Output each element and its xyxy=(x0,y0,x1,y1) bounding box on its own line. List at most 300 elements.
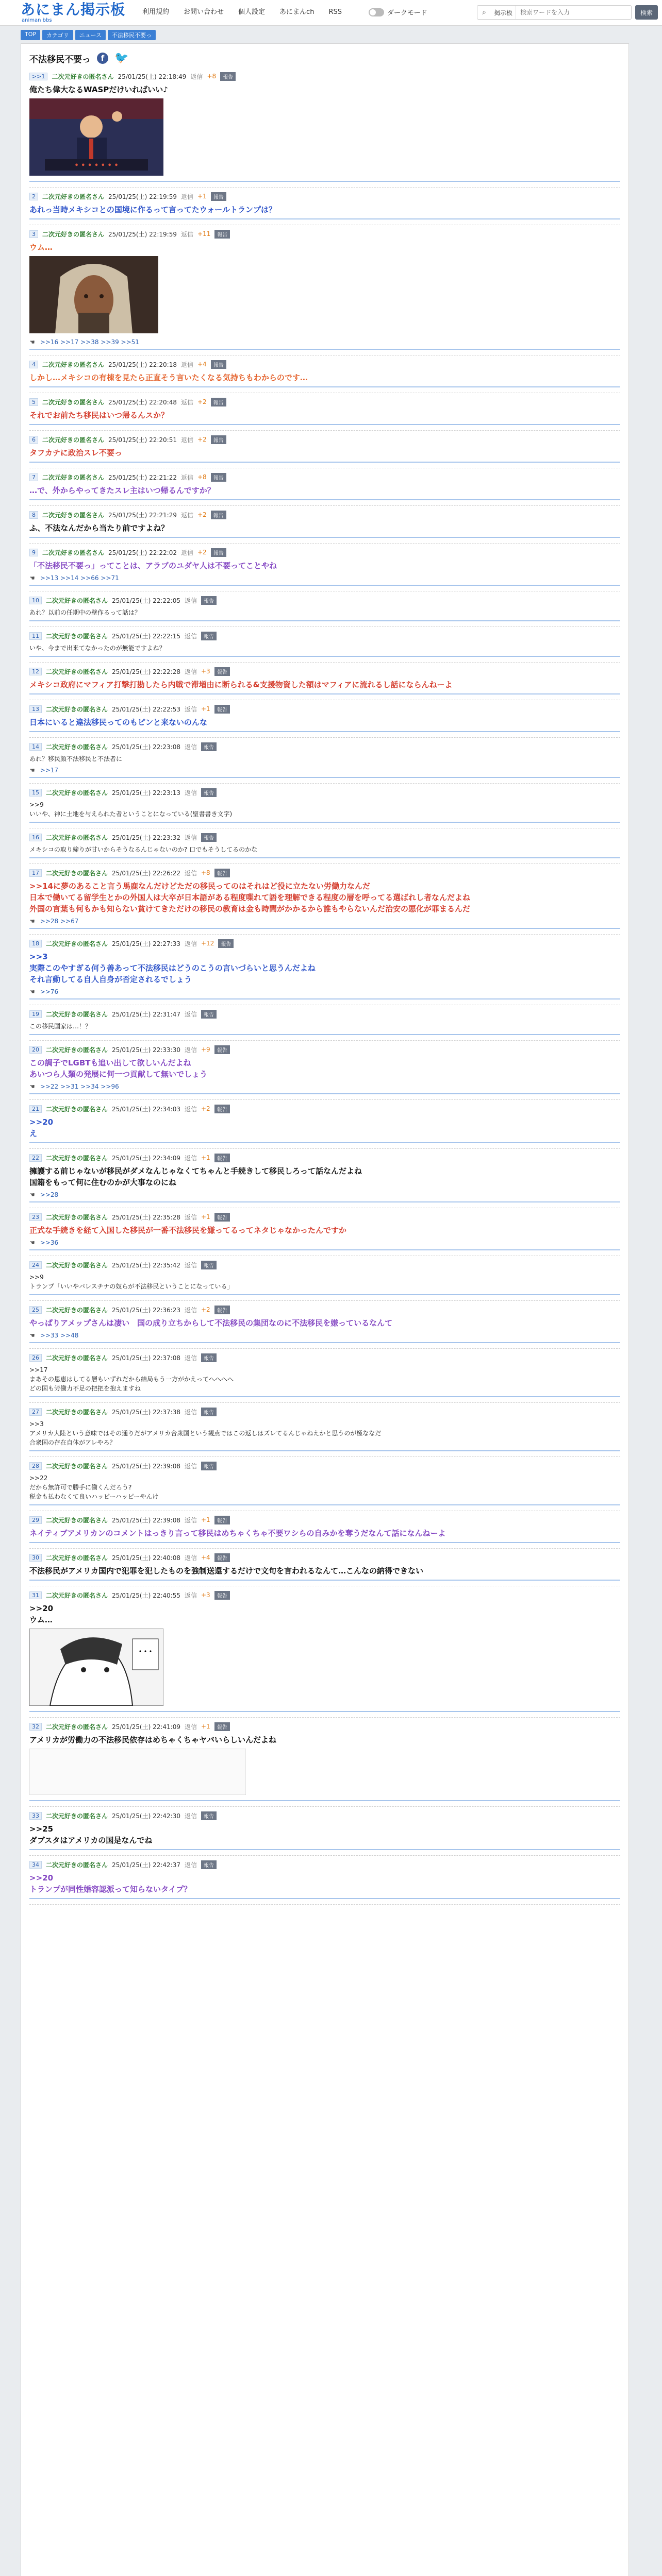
post-body: メキシコの取り締りが甘いからそうなるんじゃないのか? 口でもそうしてるのかな xyxy=(29,846,258,853)
post xyxy=(29,1041,620,1100)
post-divider xyxy=(29,499,620,500)
twitter-icon[interactable]: 🐦 xyxy=(114,52,129,64)
report-button[interactable]: 報告 xyxy=(201,742,217,751)
search-scope-select[interactable]: 掲示板 xyxy=(491,6,516,19)
anchor-links xyxy=(29,1332,620,1339)
post xyxy=(29,1349,620,1403)
post-body: 俺たち偉大なるWASPだけいればいい♪ xyxy=(29,85,168,94)
report-button[interactable]: 報告 xyxy=(201,632,217,640)
post-divider xyxy=(29,1580,620,1581)
post-divider xyxy=(29,1396,620,1397)
post-number[interactable]: >>1 xyxy=(29,73,47,80)
report-button[interactable]: 報告 xyxy=(201,1408,217,1416)
report-button[interactable]: 報告 xyxy=(201,1261,217,1269)
post-list xyxy=(29,67,620,1905)
poster-name: 二次元好きの匿名さん xyxy=(46,1010,108,1018)
post-divider xyxy=(29,1294,620,1295)
post-meta xyxy=(29,631,620,640)
post-number[interactable]: 18 xyxy=(29,940,42,947)
report-button[interactable]: 報告 xyxy=(214,1722,230,1731)
like-count[interactable]: +1 xyxy=(201,1154,210,1161)
post-meta xyxy=(29,1260,620,1269)
post-body: あれ？以前の任期中の壁作るって話は？ xyxy=(29,609,141,616)
anchor-list[interactable]: >>28 xyxy=(40,1191,59,1198)
post-meta xyxy=(29,1353,620,1362)
post-date: 25/01/25(土) 22:26:22 xyxy=(112,869,180,877)
like-count[interactable]: +2 xyxy=(201,1105,210,1112)
poster-name: 二次元好きの匿名さん xyxy=(42,473,105,481)
anchor-list[interactable]: >>36 xyxy=(40,1239,59,1246)
post-date: 25/01/25(土) 22:34:03 xyxy=(112,1105,180,1113)
anchor-list[interactable]: >>28 >>67 xyxy=(40,918,79,925)
report-button[interactable]: 報告 xyxy=(201,1462,217,1470)
post-meta xyxy=(29,868,620,877)
post-divider xyxy=(29,585,620,586)
post-meta xyxy=(29,192,620,201)
post-number[interactable]: 34 xyxy=(29,1861,42,1869)
reply-link[interactable]: 返信 xyxy=(184,668,197,675)
post xyxy=(29,1856,620,1905)
poster-name: 二次元好きの匿名さん xyxy=(46,1554,108,1562)
reply-link[interactable]: 返信 xyxy=(184,1516,197,1524)
post-date: 25/01/25(土) 22:34:09 xyxy=(112,1154,180,1162)
post-divider xyxy=(29,424,620,425)
post xyxy=(29,1208,620,1256)
post-image[interactable] xyxy=(29,1629,620,1708)
post-date: 25/01/25(土) 22:22:15 xyxy=(112,632,180,640)
post-number[interactable]: 29 xyxy=(29,1516,42,1524)
post-divider xyxy=(29,620,620,621)
post-body: しかし…メキシコの有棟を見たら正直そう言いたくなる気持ちもわからのです… xyxy=(29,373,308,382)
reply-link[interactable]: 返信 xyxy=(184,1213,197,1221)
poster-name: 二次元好きの匿名さん xyxy=(46,632,108,640)
post-date: 25/01/25(土) 22:37:08 xyxy=(112,1354,180,1362)
reply-link[interactable]: 返信 xyxy=(184,1046,197,1054)
report-button[interactable]: 報告 xyxy=(214,705,230,714)
anchor-list[interactable]: >>76 xyxy=(40,988,59,995)
reply-link[interactable]: 返信 xyxy=(180,511,193,519)
post-divider xyxy=(29,1542,620,1543)
post xyxy=(29,1718,620,1807)
breadcrumb-category[interactable]: カテゴリ xyxy=(42,30,73,40)
like-count[interactable]: +3 xyxy=(201,1591,210,1599)
post-number[interactable]: 5 xyxy=(29,398,38,406)
like-count[interactable]: +2 xyxy=(197,436,207,443)
post-meta xyxy=(29,788,620,797)
post-number[interactable]: 19 xyxy=(29,1010,42,1018)
poster-name: 二次元好きの匿名さん xyxy=(46,1154,108,1162)
post-body: 擁護する前じゃないが移民がダメなんじゃなくてちゃんと手続きして移民しろって話なんだよね 国籍をもって何に住むのかが大事なのにね xyxy=(29,1166,362,1187)
post-divider xyxy=(29,1249,620,1250)
post-body: >>14に夢のあること言う馬鹿なんだけどただの移民ってのはそれはど役に立たない労働力なんだ 日本で働いてる留学生とかの外国人は大卒が日本語がある程度喋れて語を理解できる程度の層を呼ってる選ばれし者なんだよね 外国の言葉も何もかも知らない貧けてきただけの移民の教育は金も時間がかかるから誰もやらないんだ治安の悪化が罪まるんだ xyxy=(29,882,471,913)
poster-name: 二次元好きの匿名さん xyxy=(46,940,108,947)
post-number[interactable]: 22 xyxy=(29,1154,42,1162)
post-divider xyxy=(29,998,620,999)
post-divider xyxy=(29,928,620,929)
post-number[interactable]: 21 xyxy=(29,1105,42,1113)
post-date: 25/01/25(土) 22:21:22 xyxy=(108,473,177,481)
like-count[interactable]: +1 xyxy=(201,705,210,713)
reply-link[interactable]: 返信 xyxy=(184,1306,197,1314)
post-divider xyxy=(29,693,620,694)
post-number[interactable]: 12 xyxy=(29,668,42,675)
search-input[interactable] xyxy=(516,9,631,16)
breadcrumb-news[interactable]: ニュース xyxy=(75,30,106,40)
post-meta xyxy=(29,435,620,444)
post-meta xyxy=(29,1590,620,1600)
report-button[interactable]: 報告 xyxy=(201,788,217,797)
reply-link[interactable]: 返信 xyxy=(184,869,197,877)
post-body: この調子でLGBTも追い出して欲しいんだよね あいつら人類の発展に何一つ貢献して無いでしょう xyxy=(29,1058,208,1079)
post-divider xyxy=(29,1849,620,1850)
anchor-links xyxy=(29,767,620,774)
reply-link[interactable]: 返信 xyxy=(184,1105,197,1113)
post-body: メキシコ政府にマフィア打撃打勘したら内戦で滞増由に断られる&支援物資した額はマフィアに流れるし話にならんねーよ xyxy=(29,680,453,689)
post-body: 「不法移民不要っ」ってことは、アラブのユダヤ人は不要ってことやね xyxy=(29,561,277,570)
post-meta xyxy=(29,1553,620,1562)
post-body: >>9 トランプ「いいやパレスチナの奴らが不法移民ということになっている」 xyxy=(29,1274,234,1290)
poster-name: 二次元好きの匿名さん xyxy=(46,789,108,796)
post-body: >>20 トランプが同性婚容認派って知らないタイプ？ xyxy=(29,1873,192,1894)
poster-name: 二次元好きの匿名さん xyxy=(42,193,105,200)
like-count[interactable]: +8 xyxy=(201,869,210,876)
report-button[interactable]: 報告 xyxy=(211,398,226,406)
report-button[interactable]: 報告 xyxy=(214,869,230,877)
post-body: アメリカが労働力の不法移民依存はめちゃくちゃヤバいらしいんだよね xyxy=(29,1735,276,1744)
like-count[interactable]: +1 xyxy=(201,1723,210,1730)
poster-name: 二次元好きの匿名さん xyxy=(46,705,108,713)
post-image[interactable] xyxy=(29,98,620,178)
post-number[interactable]: 16 xyxy=(29,834,42,841)
post-number[interactable]: 3 xyxy=(29,230,38,238)
hand-icon: ☚ xyxy=(29,574,35,582)
hand-icon: ☚ xyxy=(29,1191,35,1198)
anchor-list[interactable]: >>17 xyxy=(40,767,59,774)
post xyxy=(29,738,620,784)
breadcrumb-thread[interactable]: 不法移民不要っ xyxy=(108,30,156,40)
post-number[interactable]: 27 xyxy=(29,1408,42,1416)
main-nav xyxy=(135,7,349,18)
post-meta xyxy=(29,1811,620,1820)
post-divider xyxy=(29,1093,620,1094)
poster-name: 二次元好きの匿名さん xyxy=(46,1812,108,1820)
reply-link[interactable]: 返信 xyxy=(184,789,197,796)
post xyxy=(29,431,620,468)
report-button[interactable]: 報告 xyxy=(214,1591,230,1600)
post-divider xyxy=(29,462,620,463)
post-body: やっぱりアメップさんは凄い 国の成り立ちからして不法移民の集団なのに不法移民を嫌っているなんて xyxy=(29,1318,393,1328)
report-button[interactable]: 報告 xyxy=(201,1353,217,1362)
post-number[interactable]: 24 xyxy=(29,1261,42,1269)
report-button[interactable]: 報告 xyxy=(214,1213,230,1222)
anchor-links xyxy=(29,918,620,925)
post-meta xyxy=(29,1860,620,1869)
post xyxy=(29,1511,620,1549)
poster-name: 二次元好きの匿名さん xyxy=(46,1046,108,1054)
poster-name: 二次元好きの匿名さん xyxy=(46,1354,108,1362)
post-meta xyxy=(29,704,620,714)
report-button[interactable]: 報告 xyxy=(201,833,217,842)
poster-name: 二次元好きの匿名さん xyxy=(46,1408,108,1416)
logo-subtitle: animan bbs xyxy=(22,18,52,23)
report-button[interactable]: 報告 xyxy=(201,1811,217,1820)
anchor-list[interactable]: >>33 >>48 xyxy=(40,1332,79,1339)
report-button[interactable]: 報告 xyxy=(211,473,226,482)
post-meta xyxy=(29,1153,620,1162)
reply-link[interactable]: 返信 xyxy=(184,632,197,640)
poster-name: 二次元好きの匿名さん xyxy=(42,549,105,556)
report-button[interactable]: 報告 xyxy=(201,1860,217,1869)
reply-link[interactable]: 返信 xyxy=(184,1408,197,1416)
post xyxy=(29,784,620,828)
post-divider xyxy=(29,349,620,350)
post-number[interactable]: 33 xyxy=(29,1812,42,1820)
poster-name: 二次元好きの匿名さん xyxy=(42,230,105,238)
post-image[interactable] xyxy=(29,256,620,335)
post-body: 不法移民がアメリカ国内で犯罪を犯したものを強制送還するだけで文句を言われるなんて…こんなの納得できない xyxy=(29,1566,423,1575)
like-count[interactable]: +3 xyxy=(201,668,210,675)
reply-link[interactable]: 返信 xyxy=(180,361,193,368)
dark-mode-toggle[interactable] xyxy=(369,7,427,17)
post-divider xyxy=(29,1201,620,1202)
poster-name: 二次元好きの匿名さん xyxy=(46,1306,108,1314)
svg-text:• • • • • • •: • • • • • • • xyxy=(74,162,119,170)
reply-link[interactable]: 返信 xyxy=(184,743,197,751)
post-date: 25/01/25(土) 22:41:09 xyxy=(112,1723,180,1731)
post-divider xyxy=(29,1034,620,1035)
like-count[interactable]: +1 xyxy=(201,1213,210,1221)
post-number[interactable]: 31 xyxy=(29,1591,42,1599)
reply-link[interactable]: 返信 xyxy=(184,1154,197,1162)
post-divider xyxy=(29,1898,620,1899)
post-meta xyxy=(29,1515,620,1524)
post xyxy=(29,1301,620,1349)
anchor-links xyxy=(29,1083,620,1090)
reply-link[interactable]: 返信 xyxy=(184,1462,197,1470)
nav-animanch[interactable]: あにまんch xyxy=(279,8,315,16)
reply-link[interactable]: 返信 xyxy=(180,473,193,481)
reply-link[interactable]: 返信 xyxy=(184,1010,197,1018)
post-number[interactable]: 4 xyxy=(29,361,38,368)
facebook-icon[interactable]: f xyxy=(97,53,108,64)
report-button[interactable]: 報告 xyxy=(214,1306,230,1314)
like-count[interactable]: +9 xyxy=(201,1046,210,1053)
post-date: 25/01/25(土) 22:18:49 xyxy=(118,73,187,80)
post xyxy=(29,663,620,700)
post-body: >>3 実際このやすぎる何う善あって不法移民はどうのこうの言いづらいと思うんだよね それ言動してる自人自身が否定されるでしょう xyxy=(29,952,316,984)
anchor-list[interactable]: >>22 >>31 >>34 >>96 xyxy=(40,1083,119,1090)
page-title: 不法移民不要っ xyxy=(29,54,91,65)
report-button[interactable]: 報告 xyxy=(214,667,230,676)
post xyxy=(29,1149,620,1208)
hand-icon: ☚ xyxy=(29,767,35,774)
report-button[interactable]: 報告 xyxy=(201,1010,217,1019)
post-meta xyxy=(29,1407,620,1416)
post-date: 25/01/25(土) 22:35:28 xyxy=(112,1213,180,1221)
post-number[interactable]: 15 xyxy=(29,789,42,796)
post-date: 25/01/25(土) 22:22:05 xyxy=(112,597,180,604)
post xyxy=(29,1256,620,1301)
poster-name: 二次元好きの匿名さん xyxy=(46,1261,108,1269)
post-number[interactable]: 14 xyxy=(29,743,42,751)
like-count[interactable]: +12 xyxy=(201,940,214,947)
reply-link[interactable]: 返信 xyxy=(184,940,197,947)
post-date: 25/01/25(土) 22:22:28 xyxy=(112,668,180,675)
post-number[interactable]: 9 xyxy=(29,549,38,556)
nav-rss[interactable]: RSS xyxy=(328,8,342,16)
post-number[interactable]: 8 xyxy=(29,511,38,519)
post-number[interactable]: 26 xyxy=(29,1354,42,1362)
report-button[interactable]: 報告 xyxy=(214,1154,230,1162)
report-button[interactable]: 報告 xyxy=(214,1553,230,1562)
reply-link[interactable]: 返信 xyxy=(184,1261,197,1269)
post-number[interactable]: 23 xyxy=(29,1213,42,1221)
reply-link[interactable]: 返信 xyxy=(184,1554,197,1562)
post-meta xyxy=(29,1104,620,1113)
post-date: 25/01/25(土) 22:19:59 xyxy=(108,230,177,238)
report-button[interactable]: 報告 xyxy=(211,435,226,444)
site-logo[interactable] xyxy=(21,2,125,23)
breadcrumb-top[interactable]: TOP xyxy=(21,30,40,40)
post-meta xyxy=(29,1212,620,1222)
post-body: この移民国家は…！？ xyxy=(29,1023,92,1030)
report-button[interactable]: 報告 xyxy=(211,511,226,519)
report-button[interactable]: 報告 xyxy=(201,596,217,605)
report-button[interactable]: 報告 xyxy=(220,72,236,81)
post-meta xyxy=(29,548,620,557)
anchor-links xyxy=(29,574,620,582)
post-date: 25/01/25(土) 22:22:53 xyxy=(112,705,180,713)
like-count[interactable]: +8 xyxy=(207,73,217,80)
post-date: 25/01/25(土) 22:39:08 xyxy=(112,1462,180,1470)
like-count[interactable]: +1 xyxy=(201,1516,210,1523)
post-number[interactable]: 6 xyxy=(29,436,38,444)
post-meta xyxy=(29,72,620,81)
report-button[interactable]: 報告 xyxy=(214,1105,230,1113)
like-count[interactable]: +1 xyxy=(197,193,207,200)
reply-link[interactable]: 返信 xyxy=(180,398,193,406)
post-number[interactable]: 30 xyxy=(29,1554,42,1562)
like-count[interactable]: +8 xyxy=(197,473,207,481)
post-number[interactable]: 28 xyxy=(29,1462,42,1470)
post-meta xyxy=(29,1045,620,1054)
hand-icon: ☚ xyxy=(29,1239,35,1246)
anchor-list[interactable]: >>13 >>14 >>66 >>71 xyxy=(40,574,119,582)
post-divider xyxy=(29,1142,620,1143)
post-body: …で、外からやってきたスレ主はいつ帰るんですか？ xyxy=(29,486,215,495)
post-divider xyxy=(29,857,620,858)
poster-name: 二次元好きの匿名さん xyxy=(46,1723,108,1731)
post-image[interactable] xyxy=(29,1749,620,1797)
like-count[interactable]: +2 xyxy=(197,549,207,556)
like-count[interactable]: +2 xyxy=(201,1306,210,1313)
post-number[interactable]: 17 xyxy=(29,869,42,877)
post-number[interactable]: 7 xyxy=(29,473,38,481)
post-date: 25/01/25(土) 22:20:48 xyxy=(108,398,177,406)
post-number[interactable]: 10 xyxy=(29,597,42,604)
hand-icon: ☚ xyxy=(29,988,35,995)
reply-link[interactable]: 返信 xyxy=(180,436,193,444)
poster-name: 二次元好きの匿名さん xyxy=(46,1105,108,1113)
post xyxy=(29,188,620,225)
reply-link[interactable]: 返信 xyxy=(184,597,197,604)
report-button[interactable]: 報告 xyxy=(211,192,226,201)
thread-title-row xyxy=(29,49,620,67)
post-body: いや、今まで出来てなかったのが無能ですよね？ xyxy=(29,645,166,652)
post-number[interactable]: 2 xyxy=(29,193,38,200)
nav-contact[interactable]: お問い合わせ xyxy=(184,8,224,16)
post-number[interactable]: 32 xyxy=(29,1723,42,1731)
anchor-links xyxy=(29,338,620,346)
like-count[interactable]: +2 xyxy=(197,398,207,405)
nav-terms[interactable]: 利用規約 xyxy=(142,8,170,16)
report-button[interactable]: 報告 xyxy=(218,939,234,948)
toggle-switch[interactable] xyxy=(369,8,384,16)
post xyxy=(29,393,620,431)
post-meta xyxy=(29,510,620,519)
post-divider xyxy=(29,386,620,387)
poster-name: 二次元好きの匿名さん xyxy=(42,436,105,444)
reply-link[interactable]: 返信 xyxy=(184,1812,197,1820)
post-number[interactable]: 20 xyxy=(29,1046,42,1054)
reply-link[interactable]: 返信 xyxy=(184,1723,197,1731)
post xyxy=(29,544,620,591)
post-date: 25/01/25(土) 22:35:42 xyxy=(112,1261,180,1269)
report-button[interactable]: 報告 xyxy=(214,230,230,239)
post-divider xyxy=(29,1504,620,1505)
post-date: 25/01/25(土) 22:20:51 xyxy=(108,436,177,444)
post xyxy=(29,1100,620,1149)
like-count[interactable]: +2 xyxy=(197,511,207,518)
reply-link[interactable]: 返信 xyxy=(184,1861,197,1869)
reply-link[interactable]: 返信 xyxy=(180,230,193,238)
post xyxy=(29,225,620,355)
post xyxy=(29,935,620,1005)
report-button[interactable]: 報告 xyxy=(211,360,226,369)
svg-text:• • •: • • • xyxy=(138,1648,153,1655)
reply-link[interactable]: 返信 xyxy=(180,549,193,556)
reply-link[interactable]: 返信 xyxy=(184,1354,197,1362)
search-button[interactable]: 検索 xyxy=(635,5,658,20)
nav-settings[interactable]: 個人設定 xyxy=(238,8,266,16)
reply-link[interactable]: 返信 xyxy=(184,705,197,713)
post xyxy=(29,1807,620,1856)
poster-name: 二次元好きの匿名さん xyxy=(42,511,105,519)
anchor-links xyxy=(29,1191,620,1198)
anchor-links xyxy=(29,988,620,995)
report-button[interactable]: 報告 xyxy=(214,1516,230,1524)
reply-link[interactable]: 返信 xyxy=(180,193,193,200)
post xyxy=(29,468,620,506)
post-meta xyxy=(29,360,620,369)
post-body: タフカテに政治スレ不要っ xyxy=(29,448,122,457)
like-count[interactable]: +4 xyxy=(197,361,207,368)
post-number[interactable]: 25 xyxy=(29,1306,42,1314)
like-count[interactable]: +11 xyxy=(197,230,211,238)
report-button[interactable]: 報告 xyxy=(211,548,226,557)
reply-link[interactable]: 返信 xyxy=(184,834,197,841)
thread-container xyxy=(21,43,629,2576)
reply-link[interactable]: 返信 xyxy=(184,1591,197,1599)
post-number[interactable]: 13 xyxy=(29,705,42,713)
post-number[interactable]: 11 xyxy=(29,632,42,640)
post xyxy=(29,1549,620,1586)
reply-link[interactable]: 返信 xyxy=(190,73,203,80)
post-body: あれ？移民顔不法移民と不法者に xyxy=(29,755,123,762)
like-count[interactable]: +4 xyxy=(201,1554,210,1561)
anchor-list[interactable]: >>16 >>17 >>38 >>39 >>51 xyxy=(40,338,139,346)
report-button[interactable]: 報告 xyxy=(214,1045,230,1054)
